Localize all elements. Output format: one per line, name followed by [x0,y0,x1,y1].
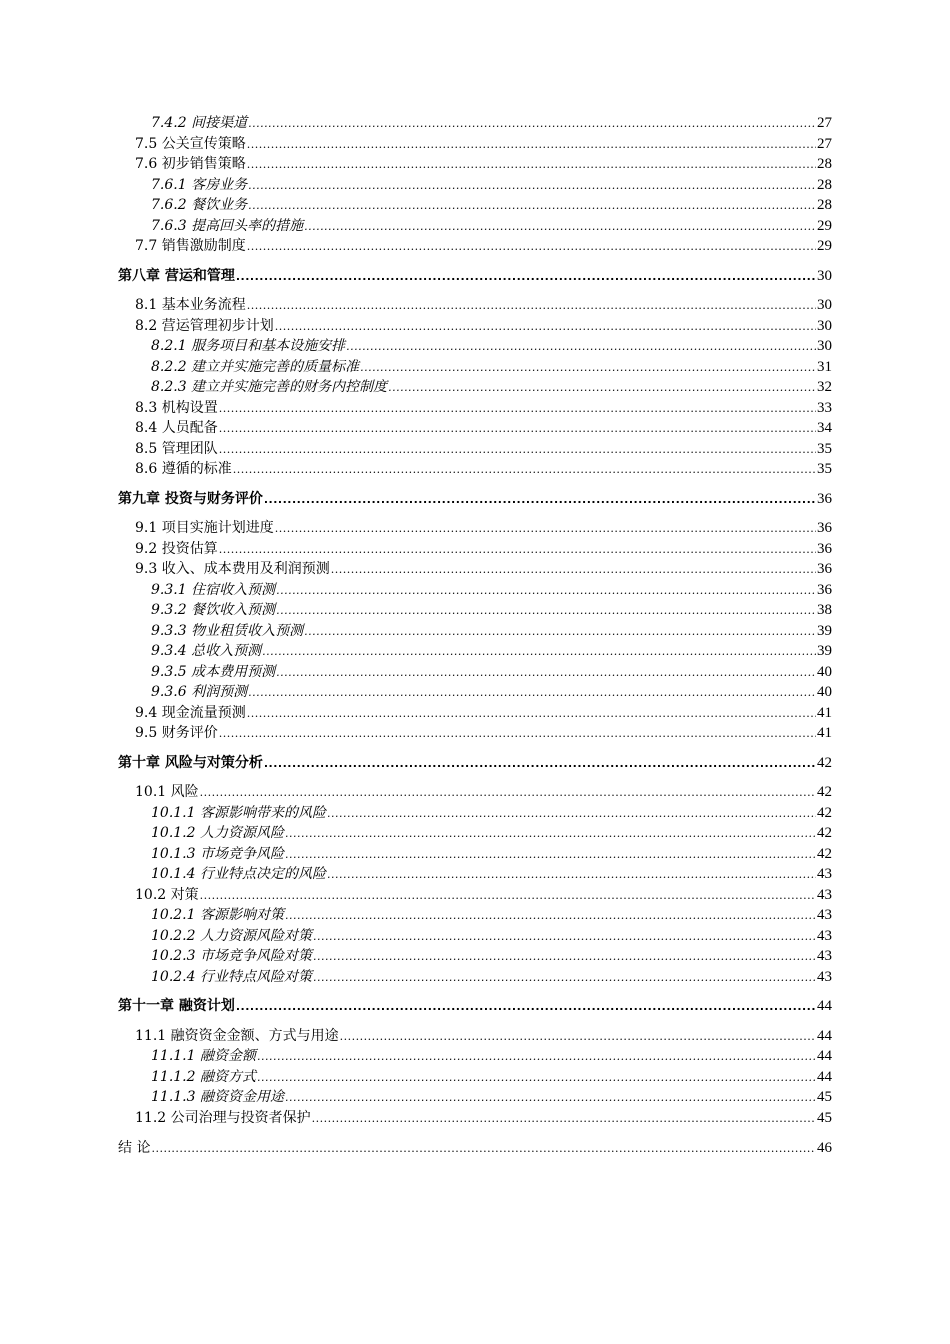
toc-entry-title: 10.2 对策 [135,886,199,903]
toc-entry[interactable] [118,1046,832,1067]
toc-entry-title: 8.2.2 建立并实施完善的质量标准 [151,358,360,375]
toc-dot-leader [247,704,816,725]
toc-entry-page-number: 44 [817,998,832,1014]
toc-entry-title: 9.3.3 物业租赁收入预测 [151,622,304,639]
toc-entry-title: 9.1 项目实施计划进度 [135,520,274,536]
toc-entry[interactable] [118,266,832,287]
toc-entry[interactable] [118,844,832,865]
toc-entry-title: 7.7 销售激励制度 [135,238,246,254]
toc-entry-page-number: 43 [817,948,832,964]
toc-entry[interactable] [118,1087,832,1108]
toc-entry-page-number: 44 [817,1048,832,1064]
toc-entry-page-number: 40 [817,684,832,700]
toc-entry-title: 8.2 营运管理初步计划 [135,317,274,334]
toc-entry-page-number: 33 [817,399,832,416]
toc-entry-title: 9.3.5 成本费用预测 [151,663,276,680]
toc-entry[interactable] [118,662,832,683]
toc-entry-title: 结 论 [118,1140,151,1156]
toc-entry-title: 9.3 收入、成本费用及利润预测 [135,561,330,577]
toc-entry-page-number: 29 [817,238,832,254]
toc-entry-title: 9.3.6 利润预测 [151,684,248,700]
toc-dot-leader [151,1139,816,1160]
toc-entry[interactable] [118,1067,832,1088]
toc-entry-title: 第八章 营运和管理 [118,267,235,284]
toc-entry[interactable] [118,113,832,134]
toc-entry[interactable] [118,154,832,175]
toc-entry-title: 11.1.1 融资金额 [151,1048,256,1064]
toc-entry-page-number: 43 [817,866,832,882]
toc-entry-page-number: 28 [817,197,832,213]
toc-dot-leader [248,176,816,197]
toc-dot-leader [285,845,816,866]
toc-entry-title: 10.2.4 行业特点风险对策 [151,968,312,985]
toc-dot-leader [340,1027,816,1048]
toc-entry-page-number: 41 [817,725,832,741]
toc-entry[interactable] [118,336,832,357]
toc-dot-leader [313,968,816,989]
toc-entry-title: 11.1.3 融资资金用途 [151,1089,284,1105]
toc-entry-title: 7.6.3 提高回头率的措施 [151,217,304,234]
table-of-contents [118,113,832,1159]
toc-entry[interactable] [118,398,832,419]
toc-entry-title: 9.3.1 住宿收入预测 [151,581,276,598]
toc-entry-page-number: 42 [817,845,832,862]
toc-entry-page-number: 30 [817,338,832,354]
toc-entry-title: 7.4.2 间接渠道 [151,115,248,131]
toc-entry[interactable] [118,1138,832,1159]
toc-entry-page-number: 43 [817,927,832,944]
toc-dot-leader [233,460,816,481]
toc-dot-leader [257,1047,816,1068]
toc-entry-page-number: 27 [817,115,832,131]
toc-dot-leader [331,560,816,581]
toc-entry-page-number: 44 [817,1027,832,1044]
toc-entry-title: 8.6 遵循的标准 [135,461,232,477]
toc-entry-page-number: 43 [817,907,832,923]
toc-entry-title: 7.6.2 餐饮业务 [151,197,248,213]
toc-entry-page-number: 44 [817,1068,832,1085]
toc-entry-title: 8.2.1 服务项目和基本设施安排 [151,338,346,354]
toc-entry-title: 9.2 投资估算 [135,540,218,557]
toc-entry-page-number: 31 [817,358,832,375]
toc-entry-title: 11.2 公司治理与投资者保护 [135,1109,311,1126]
toc-entry-title: 第十章 风险与对策分析 [118,754,263,771]
toc-entry-page-number: 36 [817,520,832,536]
toc-entry[interactable] [118,723,832,744]
toc-dot-leader [248,196,816,217]
toc-entry-title: 11.1.2 融资方式 [151,1068,256,1085]
toc-entry-title: 7.6.1 客房业务 [151,176,248,193]
toc-entry-page-number: 35 [817,440,832,457]
toc-entry[interactable] [118,641,832,662]
toc-entry[interactable] [118,134,832,155]
toc-entry[interactable] [118,216,832,237]
toc-entry[interactable] [118,236,832,257]
toc-entry[interactable] [118,946,832,967]
toc-dot-leader [275,317,816,338]
toc-entry-page-number: 34 [817,420,832,436]
toc-entry-title: 10.1.2 人力资源风险 [151,825,284,841]
toc-dot-leader [219,440,816,461]
toc-entry-title: 第十一章 融资计划 [118,998,235,1014]
toc-entry[interactable] [118,377,832,398]
toc-dot-leader [219,399,816,420]
toc-entry-page-number: 40 [817,663,832,680]
toc-entry[interactable] [118,1026,832,1047]
toc-entry[interactable] [118,621,832,642]
toc-dot-leader [248,683,816,704]
toc-entry[interactable] [118,459,832,480]
toc-entry[interactable] [118,195,832,216]
toc-dot-leader [264,490,816,511]
toc-dot-leader [236,267,816,288]
toc-entry[interactable] [118,823,832,844]
toc-entry-title: 第九章 投资与财务评价 [118,490,263,507]
toc-dot-leader [285,1088,816,1109]
toc-entry-title: 10.1.4 行业特点决定的风险 [151,866,326,882]
toc-entry-page-number: 43 [817,886,832,903]
toc-dot-leader [285,906,816,927]
toc-entry[interactable] [118,967,832,988]
toc-entry-page-number: 42 [817,825,832,841]
toc-entry-page-number: 35 [817,461,832,477]
toc-dot-leader [247,135,816,156]
toc-dot-leader [304,622,816,643]
toc-entry-title: 8.5 管理团队 [135,440,218,457]
toc-entry-title: 10.2.2 人力资源风险对策 [151,927,312,944]
toc-entry-page-number: 36 [817,540,832,557]
toc-dot-leader [264,754,816,775]
toc-entry-page-number: 30 [817,267,832,284]
toc-dot-leader [276,601,816,622]
toc-entry-page-number: 28 [817,176,832,193]
toc-entry-page-number: 41 [817,704,832,721]
toc-entry-page-number: 39 [817,643,832,659]
toc-entry-page-number: 36 [817,581,832,598]
toc-entry[interactable] [118,418,832,439]
toc-entry-page-number: 42 [817,784,832,800]
toc-entry-title: 9.3.4 总收入预测 [151,643,262,659]
toc-entry-page-number: 38 [817,602,832,618]
toc-entry-page-number: 36 [817,561,832,577]
toc-entry[interactable] [118,559,832,580]
toc-entry[interactable] [118,682,832,703]
toc-entry-title: 8.1 基本业务流程 [135,297,246,313]
toc-entry-title: 10.2.3 市场竞争风险对策 [151,948,312,964]
toc-entry-title: 10.1.1 客源影响带来的风险 [151,804,326,821]
toc-entry-page-number: 36 [817,490,832,507]
toc-dot-leader [388,378,816,399]
toc-dot-leader [219,540,816,561]
toc-entry-title: 7.5 公关宣传策略 [135,135,246,152]
toc-dot-leader [285,824,816,845]
toc-entry[interactable] [118,782,832,803]
toc-dot-leader [360,358,816,379]
toc-entry-page-number: 43 [817,968,832,985]
toc-entry-page-number: 29 [817,217,832,234]
toc-dot-leader [313,927,816,948]
toc-entry-title: 8.3 机构设置 [135,399,218,416]
toc-entry-page-number: 39 [817,622,832,639]
toc-dot-leader [236,997,816,1018]
toc-entry[interactable] [118,439,832,460]
toc-entry-page-number: 32 [817,379,832,395]
toc-dot-leader [200,783,816,804]
toc-dot-leader [327,865,816,886]
toc-entry-page-number: 30 [817,317,832,334]
toc-entry-title: 9.5 财务评价 [135,725,218,741]
toc-dot-leader [346,337,816,358]
toc-entry[interactable] [118,518,832,539]
toc-entry[interactable] [118,357,832,378]
toc-dot-leader [247,155,816,176]
toc-dot-leader [200,886,816,907]
toc-entry-title: 11.1 融资资金金额、方式与用途 [135,1027,339,1044]
toc-dot-leader [276,663,816,684]
toc-entry[interactable] [118,175,832,196]
toc-dot-leader [262,642,816,663]
toc-entry[interactable] [118,803,832,824]
toc-entry-title: 10.1 风险 [135,784,199,800]
toc-dot-leader [247,237,816,258]
toc-entry[interactable] [118,905,832,926]
toc-entry-page-number: 28 [817,156,832,172]
toc-entry[interactable] [118,1108,832,1129]
toc-entry-title: 7.6 初步销售策略 [135,156,246,172]
toc-dot-leader [327,804,816,825]
toc-entry[interactable] [118,580,832,601]
toc-entry-page-number: 42 [817,754,832,771]
toc-dot-leader [247,296,816,317]
toc-entry[interactable] [118,316,832,337]
toc-entry-title: 10.1.3 市场竞争风险 [151,845,284,862]
toc-dot-leader [275,519,816,540]
toc-entry-page-number: 27 [817,135,832,152]
toc-dot-leader [248,114,816,135]
toc-dot-leader [276,581,816,602]
toc-entry[interactable] [118,539,832,560]
toc-dot-leader [219,724,816,745]
toc-dot-leader [313,947,816,968]
toc-entry-page-number: 30 [817,297,832,313]
toc-entry-title: 8.2.3 建立并实施完善的财务内控制度 [151,379,388,395]
toc-entry[interactable] [118,885,832,906]
toc-entry-page-number: 45 [817,1089,832,1105]
toc-entry-title: 8.4 人员配备 [135,420,218,436]
toc-dot-leader [312,1109,816,1130]
toc-entry-page-number: 46 [817,1140,832,1156]
toc-dot-leader [304,217,816,238]
toc-entry-page-number: 42 [817,804,832,821]
toc-entry-page-number: 45 [817,1109,832,1126]
toc-entry[interactable] [118,926,832,947]
toc-entry[interactable] [118,996,832,1017]
toc-entry[interactable] [118,753,832,774]
toc-entry[interactable] [118,600,832,621]
toc-entry-title: 9.4 现金流量预测 [135,704,246,721]
toc-dot-leader [219,419,816,440]
toc-entry[interactable] [118,703,832,724]
toc-entry[interactable] [118,489,832,510]
toc-dot-leader [257,1068,816,1089]
toc-entry-title: 10.2.1 客源影响对策 [151,907,284,923]
toc-entry-title: 9.3.2 餐饮收入预测 [151,602,276,618]
toc-entry[interactable] [118,864,832,885]
toc-entry[interactable] [118,295,832,316]
